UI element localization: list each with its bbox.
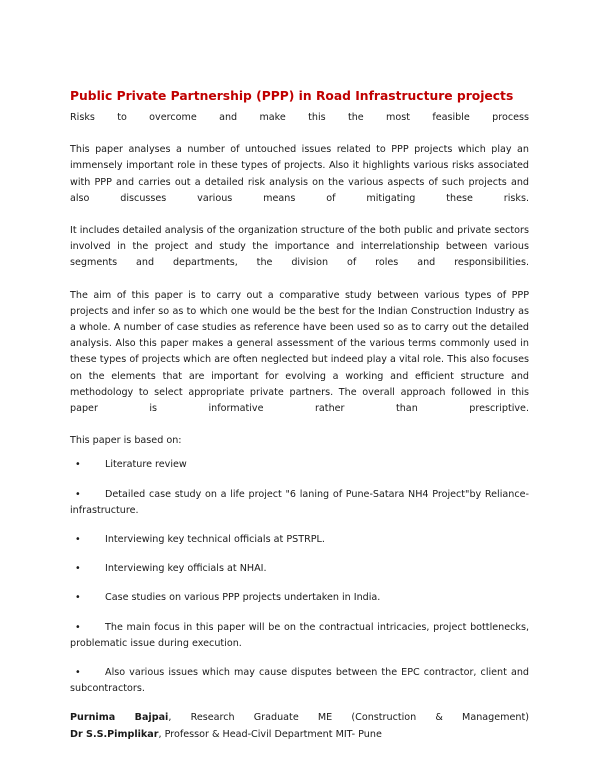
author-block [70,710,529,742]
list-item-text: The main focus in this paper will be on the contractual intricacies, project bottlenecks, problematic issue during execution. [70,621,529,649]
author-separator: , [158,728,165,740]
list-item [70,665,529,697]
bullet-icon: • [75,534,81,546]
paragraph: It includes detailed analysis of the organization structure of the both public and private sectors involved in the project and study the importance and interrelationship between various segments and departments, the division of roles and responsibilities. [70,225,529,269]
list-item [70,620,529,652]
list-item-text: Interviewing key technical officials at PSTRPL. [105,534,325,546]
spacer [70,126,529,142]
bullet-icon: • [75,592,81,604]
bullet-icon: • [75,563,81,575]
bullet-icon: • [75,621,81,633]
spacer [70,207,529,223]
list-item [70,487,529,519]
bullet-icon: • [75,488,81,500]
author-name: Dr S.S.Pimplikar [70,728,159,740]
author-line [70,710,529,726]
paragraph: The aim of this paper is to carry out a comparative study between various types of PPP projects and infer so as to which one would be the best for the Indian Construction Industry as a whole. A number of case studies as reference have been used so as to carry out the detailed analysis. Also this paper makes a general assessment of the various terms commonly used in these types of projects which are often neglected but indeed play a vital role. This also focuses on the elements that are important for evolving a working and efficient structure and methodology to select appropriate private partners. The overall approach followed in this paper is informative rather than prescriptive. [70,289,529,415]
bullet-icon: • [75,667,81,679]
list-item-text: Detailed case study on a life project "6 laning of Pune-Satara NH4 Project"by Reliance-infrastructure. [70,488,529,516]
list-item-text: Interviewing key officials at NHAI. [105,563,267,575]
author-role: Professor & Head-Civil Department MIT- Pune [164,728,382,740]
list-item-text: Also various issues which may cause disputes between the EPC contractor, client and subcontractors. [70,667,529,695]
spacer [70,272,529,288]
list-item [70,561,529,577]
author-line [70,727,529,743]
list-item [70,532,529,548]
author-name: Purnima Bajpai [70,712,169,724]
basis-intro: This paper is based on: [70,435,182,447]
bullet-icon: • [75,459,81,471]
list-item [70,590,529,606]
author-separator: , [168,712,191,724]
list-item [70,457,529,473]
document-page [70,88,529,743]
bullet-list [70,457,529,697]
author-role: Research Graduate ME (Construction & Management) [190,712,529,724]
list-item-text: Case studies on various PPP projects undertaken in India. [105,592,381,604]
document-subtitle: Risks to overcome and make this the most feasible process [70,112,529,123]
list-item-text: Literature review [105,459,187,471]
document-title: Public Private Partnership (PPP) in Road Infrastructure projects [70,89,514,103]
paragraph: This paper analyses a number of untouched issues related to PPP projects which play an immensely important role in these types of projects. Also it highlights various risks associated with PPP and carries out a detailed risk analysis on the various aspects of such projects and also discusses various means of mitigating these risks. [70,144,529,204]
spacer [70,417,529,433]
